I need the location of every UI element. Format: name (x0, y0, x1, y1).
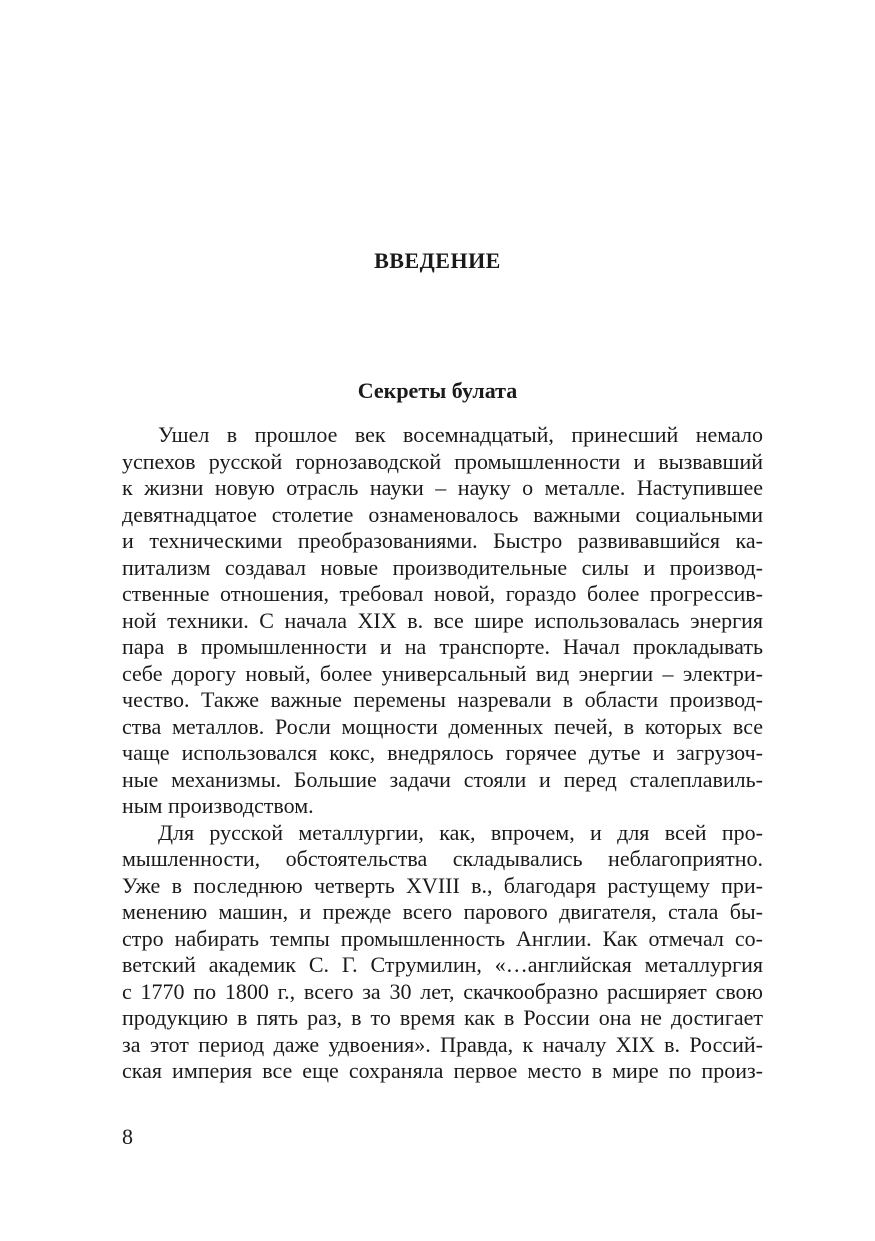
text-line: чество. Также важные перемены назревали в области производ- (122, 687, 763, 712)
text-line: ственные отношения, требовал новой, гораздо более прогрессив- (122, 581, 763, 606)
text-line: Ушел в прошлое век восемнадцатый, принесший немало (158, 422, 763, 447)
text-line: пара в промышленности и на транспорте. Начал прокладывать (122, 634, 763, 659)
text-line: ства металлов. Росли мощности доменных печей, в которых все (122, 713, 763, 739)
text-line: ветский академик С. Г. Струмилин, «…английская металлургия (122, 952, 763, 977)
text-line: мышленности, обстоятельства складывались неблагоприятно. (122, 846, 763, 871)
text-line: к жизни новую отрасль науки – науку о металле. Наступившее (122, 475, 763, 500)
text-line: за этот период даже удвоения». Правда, к началу XIX в. Россий- (122, 1031, 763, 1057)
text-line: Для русской металлургии, как, впрочем, и для всей про- (158, 819, 763, 845)
text-line: с 1770 по 1800 г., всего за 30 лет, скачкообразно расширяет свою (122, 978, 763, 1004)
text-line: успехов русской горнозаводской промышленности и вызвавший (122, 448, 763, 474)
section-title: Секреты булата (357, 378, 518, 403)
text-line: девятнадцатое столетие ознаменовалось важными социальными (122, 501, 763, 527)
text-line: ным производством. (122, 793, 314, 818)
text-line: продукцию в пять раз, в то время как в России она не достигает (122, 1005, 763, 1030)
text-line: питализм создавал новые производительные силы и производ- (122, 554, 763, 580)
text-line: Уже в последнюю четверть XVIII в., благодаря растущему при- (122, 872, 763, 898)
text-line: и техническими преобразованиями. Быстро развивавшийся ка- (122, 528, 763, 553)
text-line: ные механизмы. Большие задачи стояли и перед сталеплавиль- (122, 766, 763, 792)
body-text (122, 422, 763, 1085)
text-line: стро набирать темпы промышленность Англии. Как отмечал со- (122, 925, 763, 951)
text-line: себе дорогу новый, более универсальный вид энергии – электри- (122, 660, 763, 686)
text-line: менению машин, и прежде всего парового двигателя, стала бы- (122, 899, 763, 924)
text-line: чаще использовался кокс, внедрялось горячее дутье и загрузоч- (122, 740, 763, 765)
text-line: ной техники. С начала XIX в. все шире использовалась энергия (122, 607, 763, 633)
text-line: ская империя все еще сохраняла первое место в мире по произ- (122, 1058, 763, 1083)
page-number: 8 (122, 1124, 133, 1149)
chapter-title: ВВЕДЕНИЕ (374, 248, 501, 273)
